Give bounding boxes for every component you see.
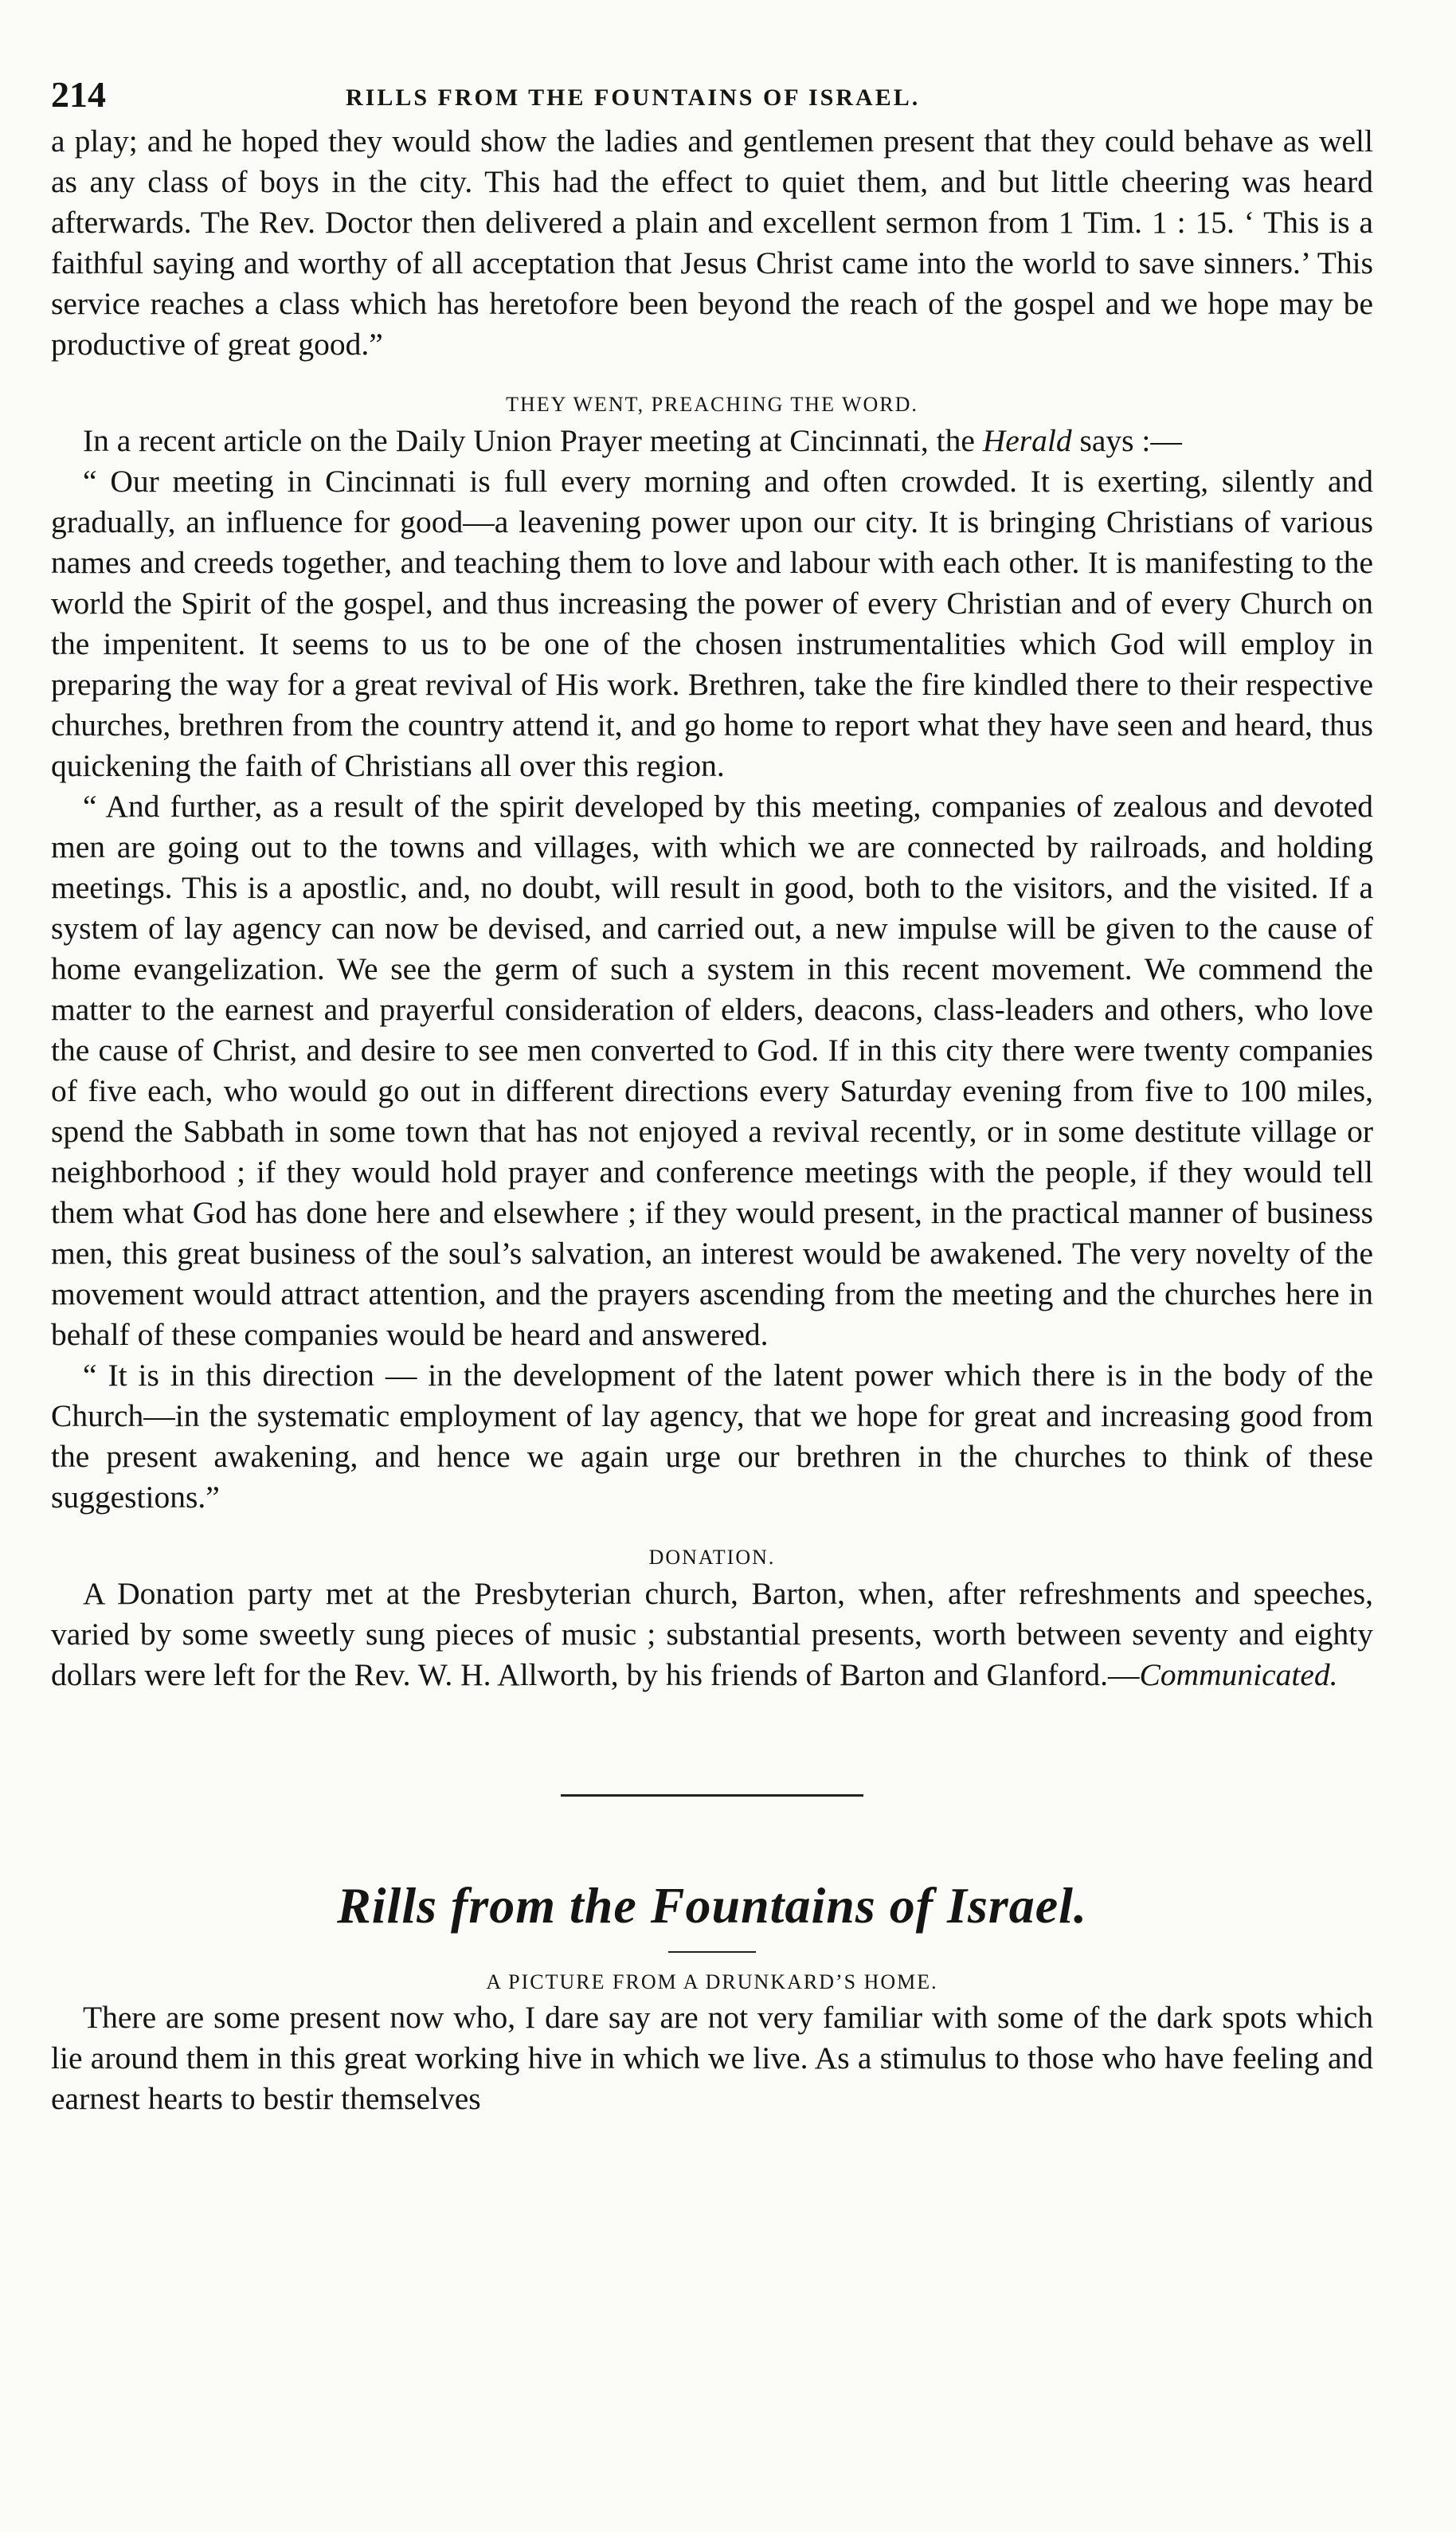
paragraph-quote-3: “ It is in this direction — in the development of the latent power which there is in the body of the Church—in the systematic employment of lay agency, that we hope for great and increasing good from the present awakening, and hence we again urge our brethren in the churches to think of these suggestions.” <box>51 1358 1373 1515</box>
paragraph-drunkards-home: There are some present now who, I dare say are not very familiar with some of the dark spots which lie around them in this great working hive in which we live. As a stimulus to those who have feeling and earnest hearts to bestir themselves <box>51 2000 1373 2116</box>
paragraph-donation-text: A Donation party met at the Presbyterian church, Barton, when, after refreshments and speeches, varied by some sweetly sung pieces of music ; substantial presents, worth between seventy and eighty dollars were left for the Rev. W. H. Allworth, by his friends of Barton and Glanford.— <box>51 1576 1373 1692</box>
running-head: RILLS FROM THE FOUNTAINS OF ISRAEL. <box>346 84 921 111</box>
heading-they-went: THEY WENT, PREACHING THE WORD. <box>506 393 918 416</box>
section-title: Rills from the Fountains of Israel. <box>337 1877 1087 1934</box>
paragraph-intro-end: says :— <box>1071 423 1182 458</box>
page <box>51 73 1373 2119</box>
page-number: 214 <box>51 74 106 115</box>
paragraph-donation <box>51 1574 1373 1695</box>
herald-italic: Herald <box>982 423 1072 458</box>
heading-drunkards-home: A PICTURE FROM A DRUNKARD’S HOME. <box>486 1970 938 1993</box>
paragraph-intro <box>51 421 1373 461</box>
title-rule <box>668 1951 756 1953</box>
paragraph-intro-text: In a recent article on the Daily Union Prayer meeting at Cincinnati, the <box>83 423 983 458</box>
communicated-italic: Communicated. <box>1139 1657 1338 1692</box>
section-divider <box>561 1794 863 1797</box>
paragraph-quote-1: “ Our meeting in Cincinnati is full every morning and often crowded. It is exerting, silently and gradually, an influence for good—a leavening power upon our city. It is bringing Christians of various names and creeds together, and teaching them to love and labour with each other. It is manifesting to the world the Spirit of the gospel, and thus increasing the power of every Christian and of every Church on the impenitent. It seems to us to be one of the chosen instrumentalities which God will employ in preparing the way for a great revival of His work. Brethren, take the fire kindled there to their respective churches, brethren from the country attend it, and go home to report what they have seen and heard, thus quickening the faith of Christians all over this region. <box>51 464 1373 783</box>
heading-donation: DONATION. <box>648 1546 776 1569</box>
paragraph-quote-2: “ And further, as a result of the spirit developed by this meeting, companies of zealous and devoted men are going out to the towns and villages, with which we are connected by railroads, and holding meetings. This is a apostlic, and, no doubt, will result in good, both to the visitors, and the visited. If a system of lay agency can now be devised, and carried out, a new impulse will be given to the cause of home evangelization. We see the germ of such a system in this recent movement. We commend the matter to the earnest and prayerful consideration of elders, deacons, class-leaders and others, who love the cause of Christ, and desire to see men converted to God. If in this city there were twenty companies of five each, who would go out in different directions every Saturday evening from five to 100 miles, spend the Sabbath in some town that has not enjoyed a revival recently, or in some destitute village or neighborhood ; if they would hold prayer and conference meetings with the people, if they would tell them what God has done here and elsewhere ; if they would present, in the practical manner of business men, this great business of the soul’s salvation, an interest would be awakened. The very novelty of the movement would attract attention, and the prayers ascending from the meeting and the churches here in behalf of these companies would be heard and answered. <box>51 789 1373 1352</box>
paragraph-continued: a play; and he hoped they would show the ladies and gentlemen present that they could behave as well as any class of boys in the city. This had the effect to quiet them, and but little cheering was heard afterwards. The Rev. Doctor then delivered a plain and excellent sermon from 1 Tim. 1 : 15. ‘ This is a faithful saying and worthy of all acceptation that Jesus Christ came into the world to save sinners.’ This service reaches a class which has heretofore been beyond the reach of the gospel and we hope may be productive of great good.” <box>51 123 1373 362</box>
page-header <box>51 73 1373 121</box>
